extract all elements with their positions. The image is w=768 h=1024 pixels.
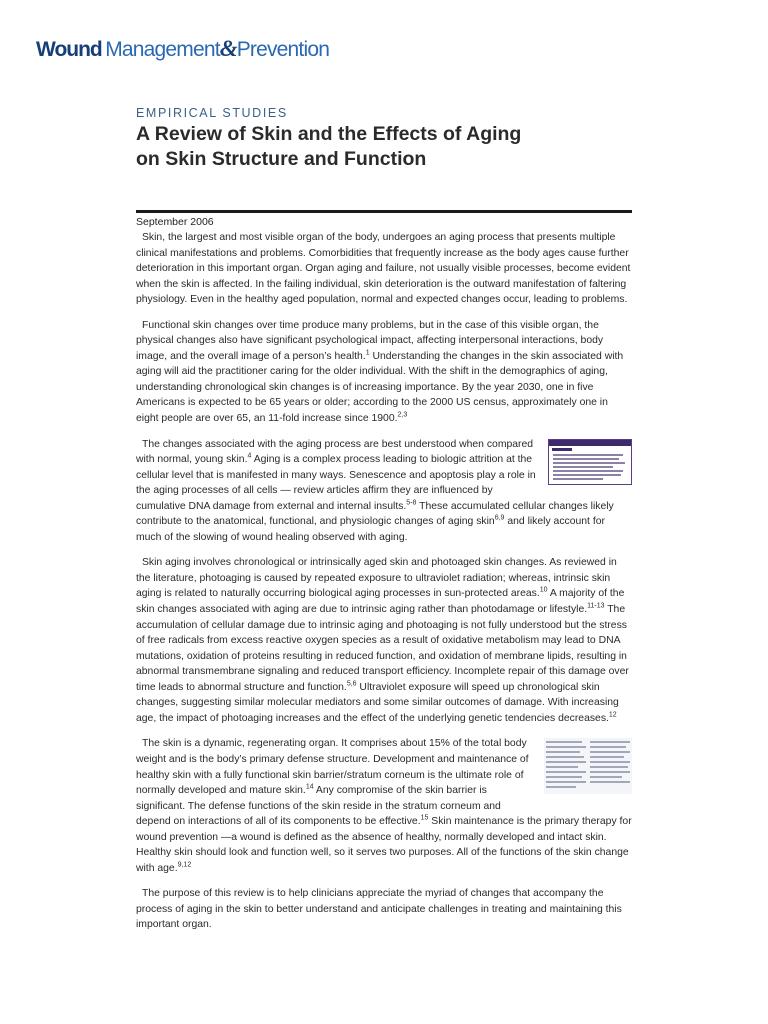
key-points-header-bar [549, 440, 631, 446]
publication-date: September 2006 [136, 216, 214, 228]
paragraph-3: The changes associated with the aging process are best understood when compared with normal, young skin.$^4$ Aging is a complex process leading to biologic attrition at the cellular level that is manifested in many ways. Senescence and apoptosis play a role in the aging processes of all cells — review articles affirm they are influenced by cumulative DNA damage from external and internal insults.$^{5-8}$ These accumulated cellular changes likely contribute to the anatomical, functional, and physiologic changes of aging skin$^{6,9}$ and likely account for much of the slowing of wound healing observed with aging. [136, 437, 632, 546]
title-divider [136, 210, 632, 213]
logo-word-management: Management [105, 38, 220, 61]
paragraph-4: Skin aging involves chronological or intrinsically aged skin and photoaged skin changes. As reviewed in the literature, photoaging is caused by repeated exposure to ultraviolet radiation; whereas, intrinsic skin aging is related to naturally occurring biological aging processes in sun-protected areas.$^{10}$ A majority of the skin changes associated with aging are due to intrinsic aging rather than photodamage or lifestyle.$^{11-13}$ The accumulation of cellular damage due to intrinsic aging and photoaging is not fully understood but the stress of free radicals from excess reactive oxygen species as a result of oxidative metabolism may lead to DNA mutations, oxidation of proteins resulting in reduced function, and oxidation of membrane lipids, resulting in abnormal transmembrane signaling and reduced transport efficiency. Incomplete repair of this damage over time leads to abnormal structure and function.$^{5,6}$ Ultraviolet exposure will speed up chronological skin changes, suggesting similar molecular mediators and some similar outcomes of damage. With increasing age, the impact of photoaging increases and the effect of the underlying genetic tendencies decreases.$^{12}$ [136, 557, 629, 724]
journal-logo [36, 34, 329, 64]
key-points-thumbnail[interactable] [548, 439, 632, 485]
key-points-heading-mark [552, 448, 572, 451]
figure-thumbnail[interactable] [544, 738, 632, 794]
article-title: A Review of Skin and the Effects of Aging on Skin Structure and Function [136, 123, 522, 170]
logo-word-prevention: Prevention [236, 38, 330, 61]
paragraph-1: Skin, the largest and most visible organ of the body, undergoes an aging process that presents multiple clinical manifestations and problems. Comorbidities that frequently increase as the body ages cause further deterioration in this important organ. Organ aging and failure, not usually visible processes, become evident when the skin is affected. In the failing individual, skin deterioration is the outward manifestation of faltering physiology. Even in the healthy aged population, normal and expected changes occur, leading to problems. [136, 232, 631, 306]
logo-ampersand: & [219, 36, 237, 61]
logo-word-wound: Wound [36, 38, 102, 61]
section-label: EMPIRICAL STUDIES [136, 106, 288, 120]
paragraph-5: The skin is a dynamic, regenerating organ. It comprises about 15% of the total body weight and is the body’s primary defense structure. Development and maintenance of healthy skin with a fully functional skin barrier/stratum corneum is the ultimate role of normally developed and mature skin.$^{14}$ Any compromise of the skin barrier is significant. The defense functions of the skin reside in the stratum corneum and depend on interactions of all of its components to be effective.$^{15}$ Skin maintenance is the primary therapy for wound prevention —a wound is defined as the absence of healthy, normally developed and intact skin. Healthy skin should look and function well, so it serves two purposes. All of the functions of the skin change with age.$^{9,12}$ [136, 738, 632, 874]
paragraph-2: Functional skin changes over time produce many problems, but in the case of this visible organ, the physical changes also have significant psychological impact, affecting interpersonal interactions, body image, and the overall image of a person’s health.$^1$ Understanding the changes in the skin associated with aging will aid the practitioner caring for the older individual. With the shift in the demographics of aging, understanding chronological skin changes is of increasing importance. By the year 2030, one in five Americans is expected to be 65 years or older; according to the 2000 US census, approximately one in eight people are over 65, an 11-fold increase since 1900.$^{2,3}$ [136, 319, 624, 425]
article-body [136, 230, 632, 943]
paragraph-6: The purpose of this review is to help clinicians appreciate the myriad of changes that accompany the process of aging in the skin to better understand and anticipate challenges in treating and maintaining this important organ. [136, 888, 622, 931]
